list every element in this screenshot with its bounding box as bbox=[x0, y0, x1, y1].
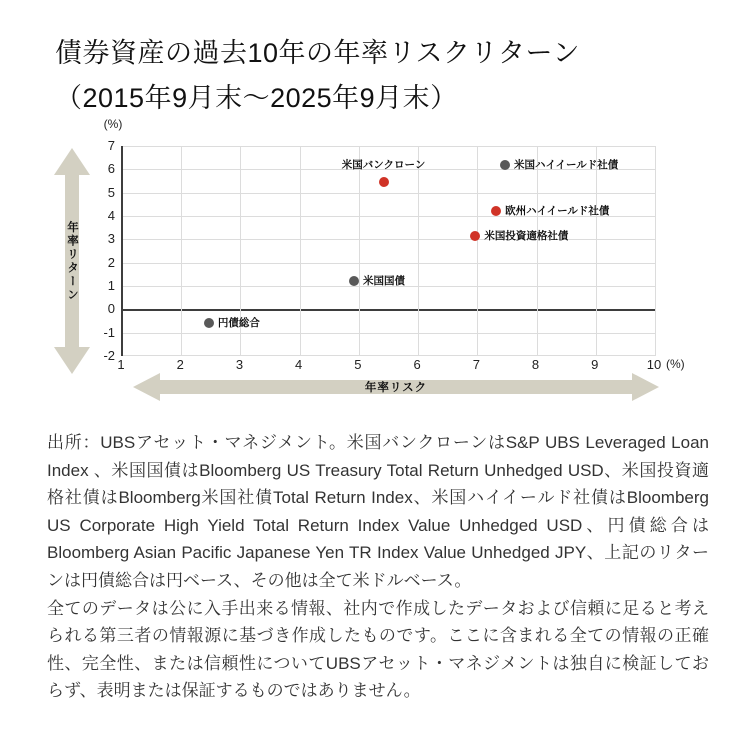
data-point-dot bbox=[379, 177, 389, 187]
y-tick-label: -1 bbox=[103, 324, 115, 340]
y-tick-label: -2 bbox=[103, 348, 115, 363]
y-axis-label: 年率リターン bbox=[66, 220, 78, 302]
page-title-line1: 債券資産の過去10年の年率リスクリターン bbox=[55, 38, 580, 68]
x-tick-label: 7 bbox=[472, 357, 480, 372]
data-point-label: 欧州ハイイールド社債 bbox=[505, 205, 610, 218]
grid-line-v bbox=[181, 146, 182, 356]
x-tick-label: 4 bbox=[295, 357, 303, 372]
page-title-line2: （2015年9月末～2025年9月末） bbox=[55, 83, 458, 113]
data-point-label: 米国投資適格社債 bbox=[484, 229, 569, 242]
y-tick-label: 2 bbox=[107, 254, 115, 270]
data-point-label: 米国国債 bbox=[362, 275, 405, 288]
grid-line-v bbox=[537, 146, 538, 356]
y-tick-label: 5 bbox=[107, 184, 115, 200]
grid-line-h bbox=[123, 355, 656, 356]
footnote-paragraph-2: 全てのデータは公に入手出来る情報、社内で作成したデータおよび信頼に足ると考えられる第三者の情報源に基づき作成したものです。ここに含まれる全ての情報の正確性、完全性、または信頼性についてUBSアセット・マネジメントは独自に検証しておらず、表明または保証するものではありません。 bbox=[47, 598, 709, 701]
grid-line-h bbox=[123, 193, 656, 194]
grid-line-v bbox=[300, 146, 301, 356]
grid-line-v bbox=[655, 146, 656, 356]
x-tick-label: 8 bbox=[531, 357, 540, 372]
grid-line-h bbox=[123, 239, 656, 240]
data-point-label: 米国ハイイールド社債 bbox=[513, 158, 619, 171]
y-axis-unit-label: (%) bbox=[103, 117, 123, 131]
page-title bbox=[55, 31, 580, 121]
y-tick-label: 4 bbox=[107, 208, 115, 223]
data-point-dot bbox=[349, 276, 359, 286]
x-tick-label: 9 bbox=[591, 357, 599, 372]
data-point-dot bbox=[204, 318, 214, 328]
x-axis-arrow bbox=[133, 371, 659, 403]
footnote bbox=[47, 429, 709, 705]
grid-line-h bbox=[123, 146, 656, 147]
x-tick-label: 2 bbox=[176, 357, 184, 372]
y-tick-label: 7 bbox=[107, 138, 115, 153]
data-point-label: 米国バンクローン bbox=[341, 159, 426, 172]
y-tick-label: 6 bbox=[107, 161, 115, 177]
plot-area bbox=[121, 146, 656, 356]
grid-line-v bbox=[477, 146, 478, 356]
x-axis-label: 年率リスク bbox=[364, 382, 428, 394]
grid-line-h bbox=[123, 333, 656, 334]
data-point-label: 円債総合 bbox=[217, 317, 260, 330]
grid-line-v bbox=[359, 146, 360, 356]
x-tick-label: 1 bbox=[117, 357, 125, 372]
grid-line-v bbox=[418, 146, 419, 356]
data-point-dot bbox=[500, 160, 510, 170]
y-tick-label: 0 bbox=[107, 301, 115, 317]
x-tick-label: 3 bbox=[235, 357, 244, 372]
zero-line bbox=[123, 309, 656, 311]
x-tick-label: 10 bbox=[646, 357, 662, 372]
grid-line-v bbox=[596, 146, 597, 356]
footnote-paragraph-1: 出所：UBSアセット・マネジメント。米国バンクローンはS&P UBS Leveraged Loan Index 、米国国債はBloomberg US Treasury Total Return Unhedged USD、米国投資適格社債はBloomberg米国社債Total Return Index、米国ハイイールド社債はBloomberg US Corporate High Yield Total Return Index Value Unhedged USD、円債総合はBloomberg Asian Pacific Japanese Yen TR Index Value Unhedged JPY、上記のリターンは円債総合は円ベース、その他は全て米ドルベース。 bbox=[47, 433, 709, 590]
y-tick-label: 3 bbox=[107, 231, 115, 247]
grid-line-h bbox=[123, 263, 656, 264]
x-tick-label: 5 bbox=[354, 357, 362, 372]
x-tick-label: 6 bbox=[413, 357, 421, 372]
data-point-dot bbox=[491, 206, 501, 216]
y-tick-label: 1 bbox=[107, 278, 115, 293]
x-axis-unit-label: (%) bbox=[666, 357, 685, 371]
